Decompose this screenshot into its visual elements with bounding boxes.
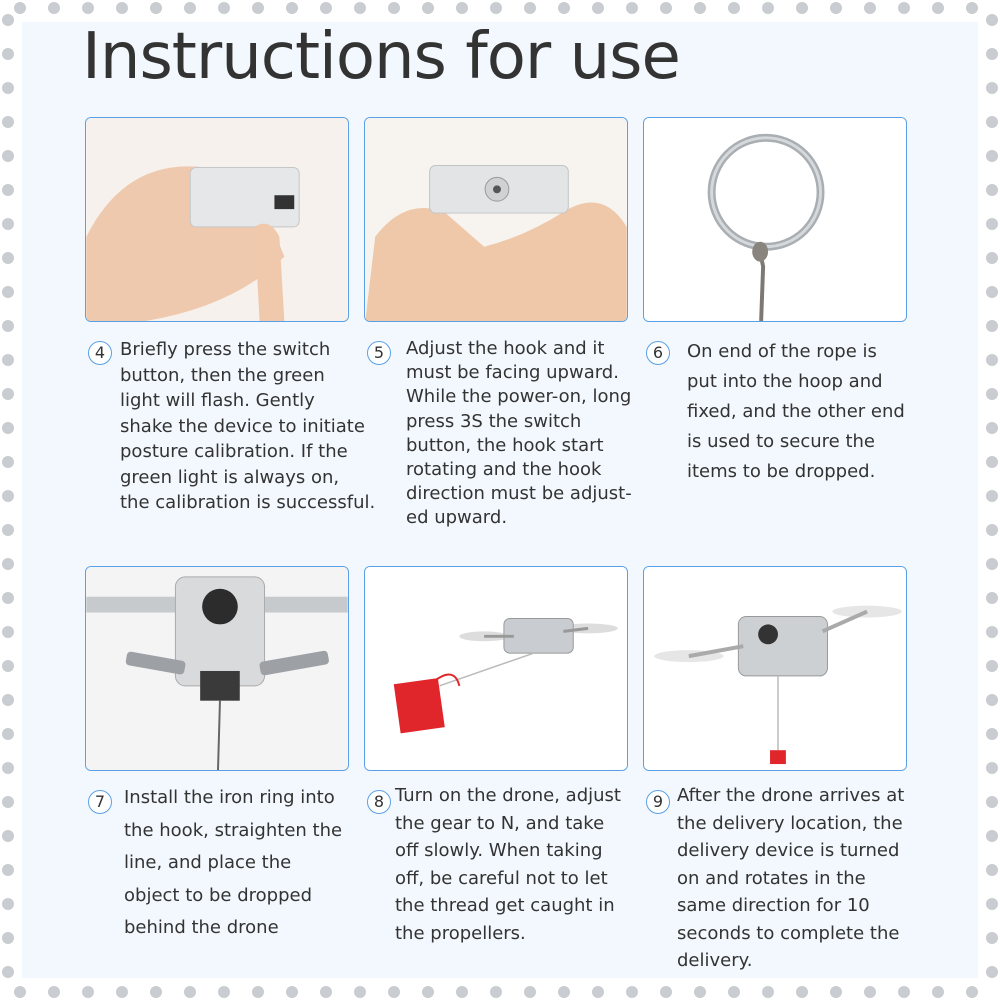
perforation-dot bbox=[2, 864, 14, 876]
perforation-dot bbox=[252, 2, 264, 14]
perforation-dot bbox=[2, 558, 14, 570]
perforation-dot bbox=[986, 184, 998, 196]
perforation-dot bbox=[986, 558, 998, 570]
perforation-dot bbox=[626, 2, 638, 14]
perforation-dot bbox=[2, 694, 14, 706]
step-9-image bbox=[643, 566, 907, 771]
perforation-dot bbox=[2, 388, 14, 400]
perforation-dot bbox=[898, 2, 910, 14]
perforation-dot bbox=[986, 14, 998, 26]
step-7-text: Install the iron ring into the hook, straighten the line, and place the object to be dropped behind the drone bbox=[124, 787, 343, 938]
perforation-dot bbox=[898, 986, 910, 998]
perforation-dot bbox=[2, 422, 14, 434]
perforation-dot bbox=[2, 48, 14, 60]
perforation-dot bbox=[728, 2, 740, 14]
perforation-dot bbox=[150, 986, 162, 998]
perforation-dot bbox=[2, 626, 14, 638]
perforation-dot bbox=[986, 286, 998, 298]
step-4-number: 4 bbox=[88, 341, 112, 365]
perforation-dot bbox=[2, 14, 14, 26]
perforation-dot bbox=[694, 2, 706, 14]
perforation-dot bbox=[762, 2, 774, 14]
perforation-dot bbox=[660, 986, 672, 998]
perforation-dot bbox=[2, 82, 14, 94]
perforation-dot bbox=[2, 252, 14, 264]
perforation-dot bbox=[986, 252, 998, 264]
perforation-dot bbox=[986, 82, 998, 94]
perforation-dot bbox=[48, 986, 60, 998]
perforation-dot bbox=[14, 986, 26, 998]
step-5-number: 5 bbox=[367, 341, 391, 365]
perforation-dot bbox=[986, 864, 998, 876]
perforation-dot bbox=[116, 986, 128, 998]
perforation-dot bbox=[986, 116, 998, 128]
perforation-dot bbox=[150, 2, 162, 14]
perforation-dot bbox=[796, 986, 808, 998]
perforation-dot bbox=[524, 986, 536, 998]
perforation-dot bbox=[558, 986, 570, 998]
perforation-dot bbox=[986, 150, 998, 162]
perforation-dot bbox=[986, 932, 998, 944]
perforation-dot bbox=[252, 986, 264, 998]
perforation-dot bbox=[2, 320, 14, 332]
perforation-dot bbox=[320, 2, 332, 14]
perforation-dot bbox=[2, 490, 14, 502]
perforation-dot bbox=[2, 898, 14, 910]
perforation-dot bbox=[986, 456, 998, 468]
perforation-dot bbox=[2, 796, 14, 808]
perforation-dot bbox=[82, 986, 94, 998]
perforation-dot bbox=[354, 2, 366, 14]
perforation-dot bbox=[422, 986, 434, 998]
perforation-dot bbox=[986, 796, 998, 808]
perforation-dot bbox=[388, 2, 400, 14]
perforation-dot bbox=[2, 150, 14, 162]
perforation-dot bbox=[422, 2, 434, 14]
perforation-dot bbox=[626, 986, 638, 998]
step-8-image bbox=[364, 566, 628, 771]
perforation-dot bbox=[48, 2, 60, 14]
perforation-dot bbox=[116, 2, 128, 14]
perforation-dot bbox=[592, 986, 604, 998]
perforation-dot bbox=[184, 986, 196, 998]
perforation-dot bbox=[762, 986, 774, 998]
perforation-dot bbox=[2, 456, 14, 468]
perforation-dot bbox=[2, 218, 14, 230]
perforation-dot bbox=[82, 2, 94, 14]
perforation-dot bbox=[986, 898, 998, 910]
perforation-dot bbox=[2, 728, 14, 740]
perforation-dot bbox=[286, 2, 298, 14]
perforation-dot bbox=[986, 626, 998, 638]
step-8-text: Turn on the drone, adjust the gear to N, and take off slowly. When taking off, be careful not to let the thread get caught in the propellers. bbox=[395, 785, 621, 944]
perforation-dot bbox=[2, 286, 14, 298]
perforation-dot bbox=[660, 2, 672, 14]
perforation-dot bbox=[592, 2, 604, 14]
step-4-image bbox=[85, 117, 349, 322]
perforation-dot bbox=[986, 218, 998, 230]
perforation-dot bbox=[354, 986, 366, 998]
perforation-dot bbox=[2, 966, 14, 978]
perforation-dot bbox=[986, 48, 998, 60]
perforation-dot bbox=[286, 986, 298, 998]
perforation-dot bbox=[218, 2, 230, 14]
perforation-dot bbox=[558, 2, 570, 14]
perforation-dot bbox=[2, 932, 14, 944]
step-4-text: Briefly press the switch button, then the green light will flash. Gently shake the device to initiate posture calibration. If the green light is always on, the calibration is successful. bbox=[120, 339, 376, 513]
perforation-dot bbox=[2, 184, 14, 196]
perforation-dot bbox=[830, 2, 842, 14]
perforation-dot bbox=[388, 986, 400, 998]
perforation-dot bbox=[932, 2, 944, 14]
perforation-dot bbox=[830, 986, 842, 998]
perforation-dot bbox=[986, 354, 998, 366]
perforation-dot bbox=[986, 966, 998, 978]
perforation-dot bbox=[456, 986, 468, 998]
step-6-text: On end of the rope is put into the hoop and fixed, and the other end is used to secure the items to be dropped. bbox=[687, 341, 905, 482]
perforation-dot bbox=[2, 830, 14, 842]
perforation-dot bbox=[986, 524, 998, 536]
perforation-dot bbox=[320, 986, 332, 998]
perforation-dot bbox=[2, 660, 14, 672]
step-7-number: 7 bbox=[88, 790, 112, 814]
perforation-dot bbox=[986, 694, 998, 706]
perforation-dot bbox=[966, 2, 978, 14]
step-7-image bbox=[85, 566, 349, 771]
step-6-image bbox=[643, 117, 907, 322]
perforation-dot bbox=[986, 660, 998, 672]
perforation-dot bbox=[218, 986, 230, 998]
perforation-dot bbox=[2, 592, 14, 604]
perforation-dot bbox=[966, 986, 978, 998]
perforation-dot bbox=[986, 388, 998, 400]
perforation-dot bbox=[14, 2, 26, 14]
perforation-dot bbox=[986, 830, 998, 842]
perforation-dot bbox=[986, 490, 998, 502]
perforation-dot bbox=[796, 2, 808, 14]
step-5-text: Adjust the hook and it must be facing upward. While the power-on, long press 3S the switch button, the hook start rotating and the hook direction must be adjust- ed upward. bbox=[406, 338, 632, 529]
perforation-dot bbox=[490, 986, 502, 998]
perforation-dot bbox=[2, 116, 14, 128]
perforation-dot bbox=[2, 354, 14, 366]
perforation-dot bbox=[524, 2, 536, 14]
perforation-dot bbox=[456, 2, 468, 14]
step-6-number: 6 bbox=[646, 341, 670, 365]
step-8-number: 8 bbox=[367, 790, 391, 814]
perforation-dot bbox=[490, 2, 502, 14]
perforation-dot bbox=[986, 762, 998, 774]
perforation-dot bbox=[184, 2, 196, 14]
perforation-dot bbox=[864, 2, 876, 14]
step-9-number: 9 bbox=[646, 790, 670, 814]
perforation-dot bbox=[2, 762, 14, 774]
step-5-image bbox=[364, 117, 628, 322]
perforation-dot bbox=[728, 986, 740, 998]
perforation-dot bbox=[986, 320, 998, 332]
perforation-dot bbox=[864, 986, 876, 998]
perforation-dot bbox=[694, 986, 706, 998]
perforation-dot bbox=[932, 986, 944, 998]
perforation-dot bbox=[2, 524, 14, 536]
page-title: Instructions for use bbox=[82, 20, 680, 94]
perforation-dot bbox=[986, 422, 998, 434]
perforation-dot bbox=[986, 728, 998, 740]
perforation-dot bbox=[986, 592, 998, 604]
step-9-text: After the drone arrives at the delivery location, the delivery device is turned on and rotates in the same direction for 10 seconds to complete the delivery. bbox=[677, 785, 905, 971]
